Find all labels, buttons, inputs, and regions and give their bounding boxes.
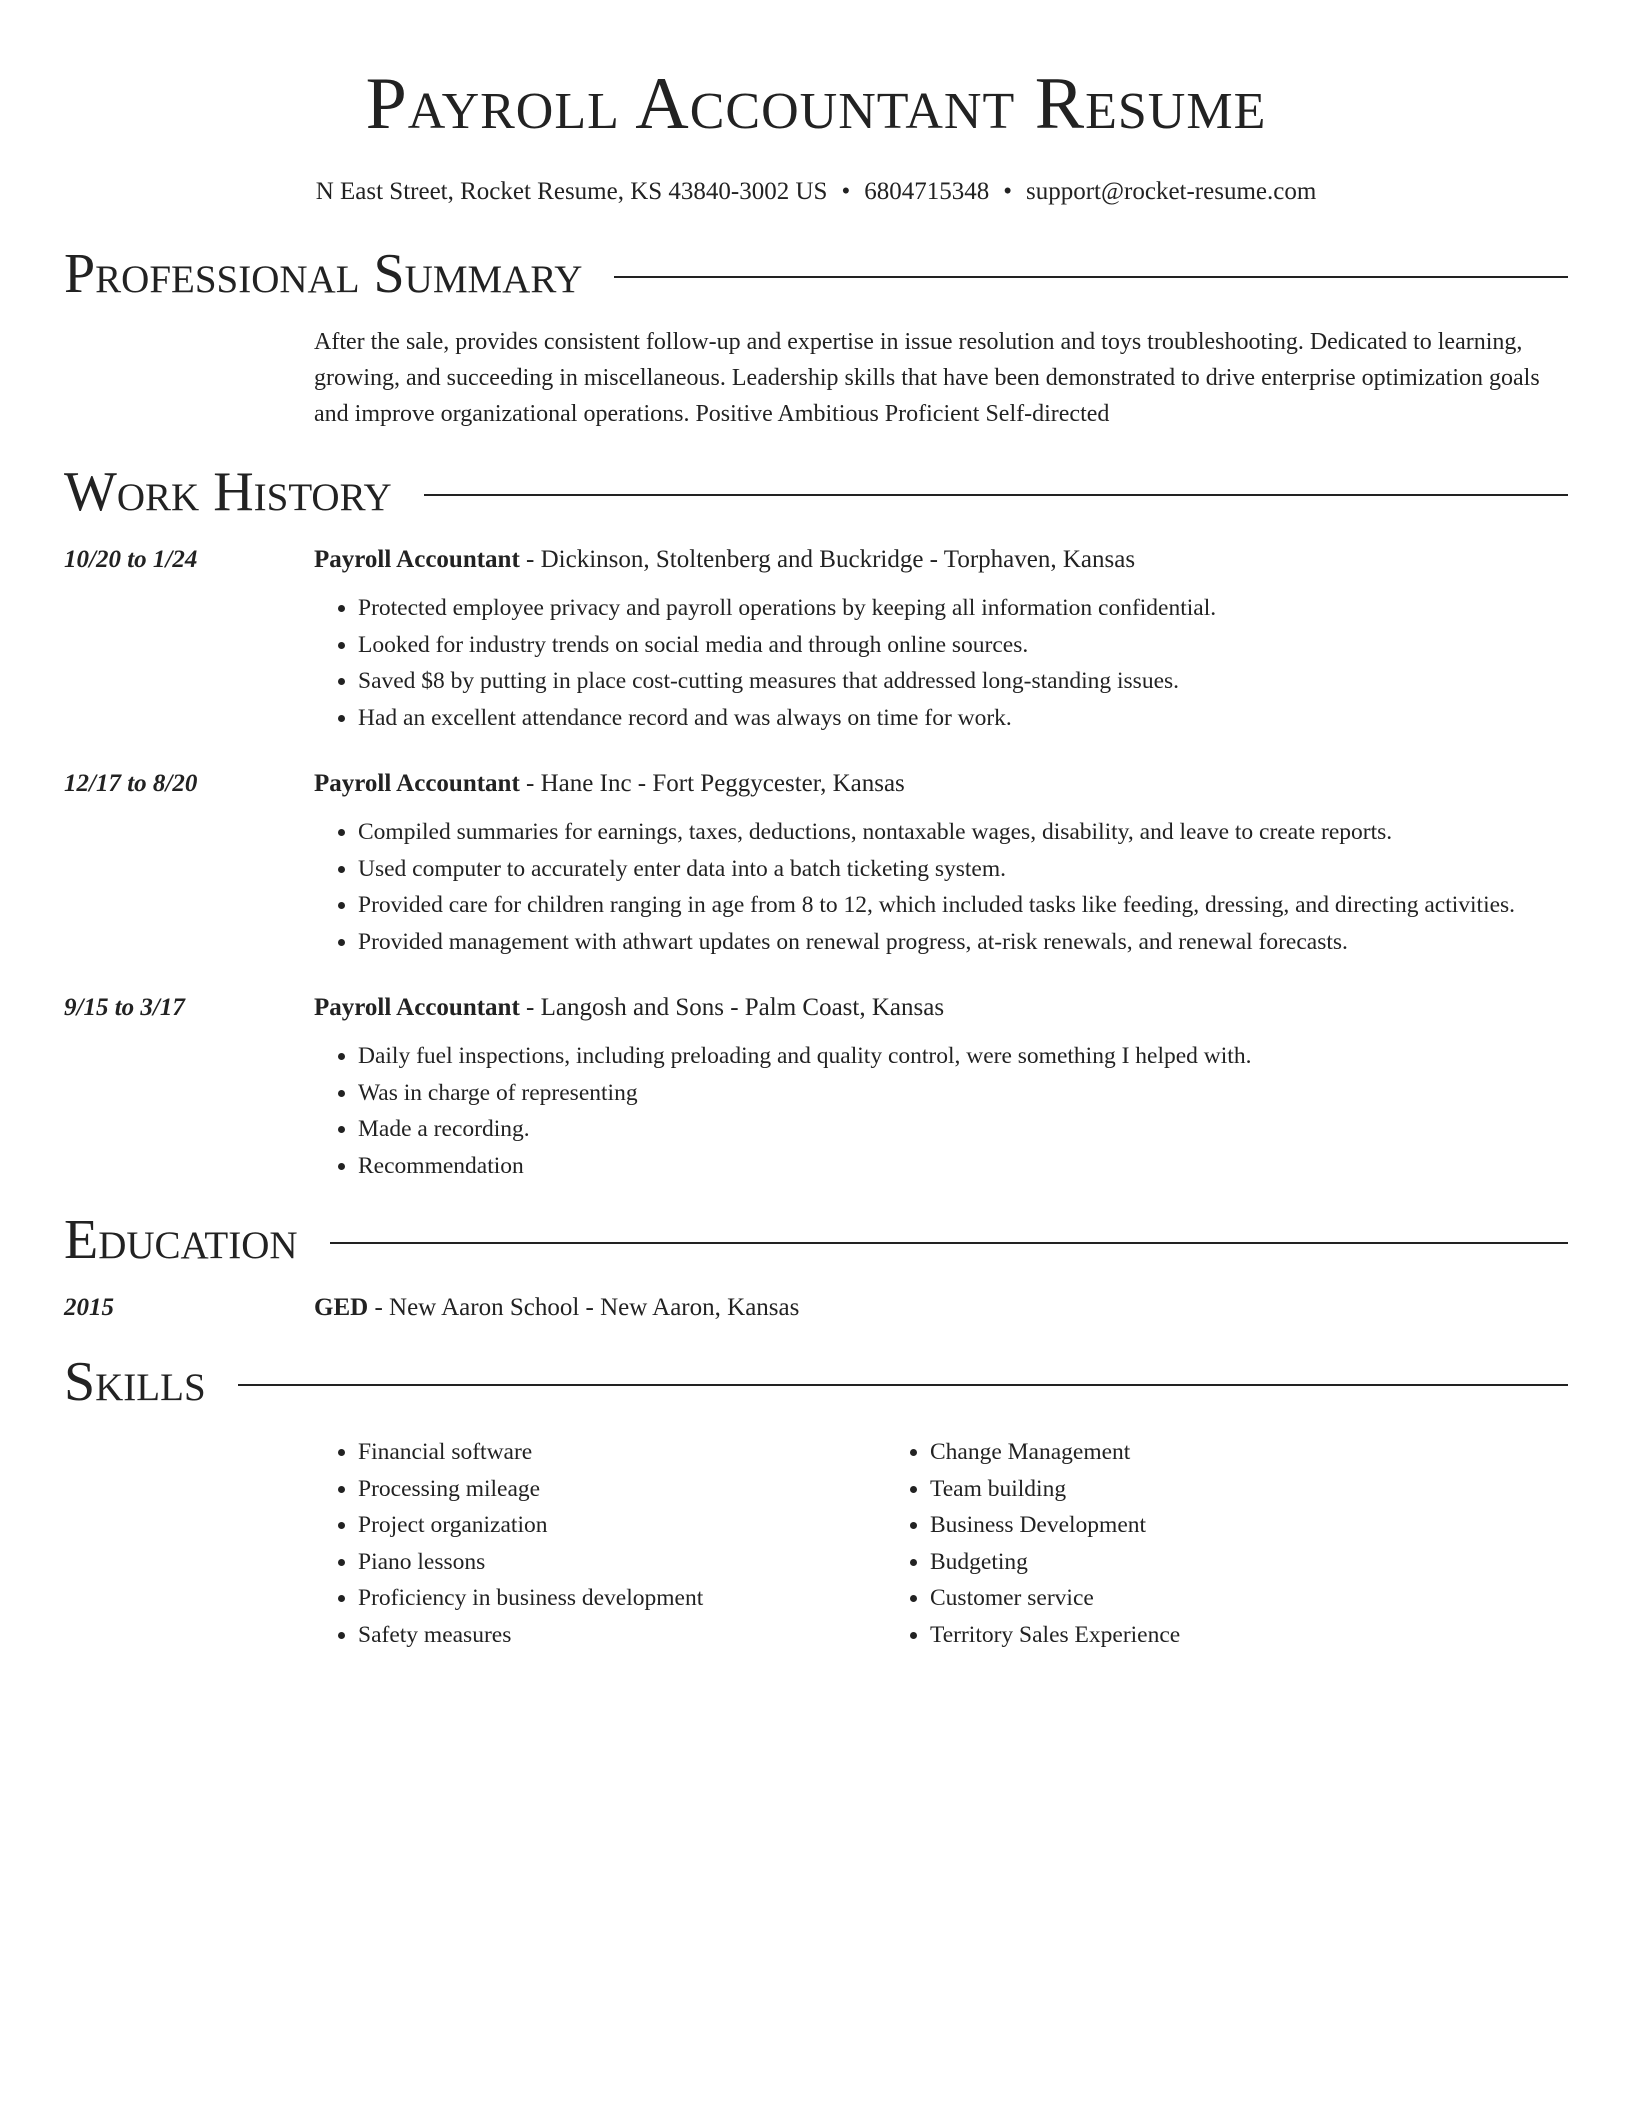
skills-column-left [314,1434,886,1653]
list-item: • Protected employee privacy and payroll operations by keeping all information confidential. [358,590,1568,627]
job-title-line [314,766,1568,802]
job-body [314,542,1568,736]
skill-item: • Project organization [358,1507,886,1544]
skill-item: • Customer service [930,1580,1458,1617]
job-title-line [314,990,1568,1026]
skill-item: • Proficiency in business development [358,1580,886,1617]
skills-column-right [886,1434,1458,1653]
skills-section-header [64,1350,1568,1414]
skills-heading: Skills [64,1351,206,1413]
work-section-header [64,460,1568,524]
skill-item: • Business Development [930,1507,1458,1544]
job-entry [64,990,1568,1184]
job-details: - Langosh and Sons - Palm Coast, Kansas [519,994,945,1021]
list-item: • Compiled summaries for earnings, taxes, deductions, nontaxable wages, disability, and leave to create reports. [358,814,1568,851]
work-heading: Work History [64,461,392,523]
education-heading: Education [64,1209,298,1271]
summary-text: After the sale, provides consistent follow-up and expertise in issue resolution and toys troubleshooting. Dedicated to learning, growing, and succeeding in miscellaneous. Leadership skills that have been demonstrated to drive enterprise optimization goals and improve organizational operations. Positive Ambitious Proficient Self-directed [314,329,1540,427]
skill-item: • Financial software [358,1434,886,1471]
section-divider [614,276,1568,278]
job-dates: 10/20 to 1/24 [64,546,198,573]
education-details: - New Aaron School - New Aaron, Kansas [368,1294,800,1321]
list-item: • Saved $8 by putting in place cost-cutting measures that addressed long-standing issues. [358,663,1568,700]
list-item: • Daily fuel inspections, including preloading and quality control, were something I helped with. [358,1038,1568,1075]
list-item: • Made a recording. [358,1111,1568,1148]
job-details: - Dickinson, Stoltenberg and Buckridge - Torphaven, Kansas [519,546,1136,573]
list-item: • Used computer to accurately enter data into a batch ticketing system. [358,851,1568,888]
job-bullets [314,814,1568,960]
summary-heading: Professional Summary [64,243,583,305]
work-history-list [64,542,1568,1184]
section-divider [238,1384,1568,1386]
skill-item: • Territory Sales Experience [930,1617,1458,1654]
skill-item: • Budgeting [930,1544,1458,1581]
education-title-line [314,1290,1568,1326]
education-body [314,1290,1568,1326]
job-entry [64,766,1568,960]
education-section-header [64,1208,1568,1272]
skill-item: • Processing mileage [358,1471,886,1508]
education-degree: GED [314,1294,369,1321]
job-bullets [314,590,1568,736]
job-entry [64,542,1568,736]
skill-item: • Piano lessons [358,1544,886,1581]
resume-header [64,60,1568,208]
contact-line [64,176,1568,208]
skill-item: • Safety measures [358,1617,886,1654]
summary-section-header [64,242,1568,306]
contact-email: support@rocket-resume.com [1026,178,1317,205]
job-title-line [314,542,1568,578]
job-role: Payroll Accountant [314,994,520,1021]
list-item: • Provided care for children ranging in age from 8 to 12, which included tasks like feeding, dressing, and directing activities. [358,887,1568,924]
section-divider [424,494,1568,496]
contact-phone: 6804715348 [864,178,990,205]
contact-separator: • [841,178,851,205]
contact-separator: • [1003,178,1012,205]
resume-title: Payroll Accountant Resume [365,63,1267,145]
education-entry [64,1290,1568,1326]
job-role: Payroll Accountant [314,770,520,797]
contact-address: N East Street, Rocket Resume, KS 43840-3002 US [315,178,828,205]
list-item: • Was in charge of representing [358,1075,1568,1112]
job-details: - Hane Inc - Fort Peggycester, Kansas [519,770,905,797]
job-dates: 9/15 to 3/17 [64,994,185,1021]
education-year: 2015 [64,1294,114,1321]
skill-item: • Team building [930,1471,1458,1508]
job-body [314,990,1568,1184]
list-item: • Provided management with athwart updates on renewal progress, at-risk renewals, and renewal forecasts. [358,924,1568,961]
job-bullets [314,1038,1568,1184]
job-role: Payroll Accountant [314,546,520,573]
skill-item: • Change Management [930,1434,1458,1471]
list-item: • Recommendation [358,1148,1568,1185]
section-divider [330,1242,1568,1244]
job-dates: 12/17 to 8/20 [64,770,198,797]
list-item: • Looked for industry trends on social media and through online sources. [358,627,1568,664]
list-item: • Had an excellent attendance record and was always on time for work. [358,700,1568,737]
skills-list [314,1434,1568,1653]
job-body [314,766,1568,960]
